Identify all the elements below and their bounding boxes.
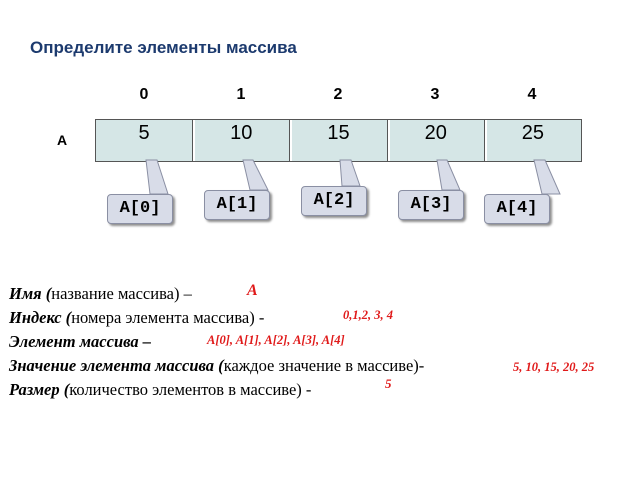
array-value-3: 20: [424, 122, 447, 144]
definition-value-desc: каждое значение в массиве)-: [223, 356, 425, 375]
definition-size-term: Размер (: [9, 380, 70, 399]
definition-value-term: Значение элемента массива (: [9, 356, 224, 375]
element-label-3: A[3]: [398, 190, 464, 220]
array-value-0: 5: [138, 122, 150, 144]
definition-value: [9, 356, 424, 376]
index-label-3: 3: [430, 86, 440, 103]
definition-index-desc: номера элемента массива) -: [71, 308, 265, 327]
definition-element: [9, 332, 151, 352]
answer-value: 5, 10, 15, 20, 25: [513, 360, 595, 374]
index-label-0: 0: [139, 86, 149, 103]
definition-name-term: Имя (: [9, 284, 52, 303]
element-label-4: A[4]: [484, 194, 550, 224]
definition-name: [9, 284, 192, 304]
answer-element: A[0], A[1], A[2], A[3], A[4]: [207, 333, 345, 347]
callout-pointer-2: [340, 160, 360, 186]
definition-name-desc: название массива) –: [51, 284, 192, 303]
definition-index-term: Индекс (: [9, 308, 72, 327]
array-name-label: A: [57, 132, 68, 148]
array-value-1: 10: [230, 122, 253, 144]
callout-pointer-1: [243, 160, 268, 190]
answer-index: 0,1,2, 3, 4: [343, 308, 393, 322]
definition-size: [9, 380, 311, 400]
answer-size: 5: [385, 376, 392, 391]
definition-element-term: Элемент массива –: [9, 332, 152, 351]
page-title: Определите элементы массива: [30, 38, 297, 57]
definition-size-desc: количество элементов в массиве) -: [69, 380, 312, 399]
index-label-2: 2: [333, 86, 343, 103]
callout-pointer-0: [146, 160, 168, 194]
answer-name: A: [247, 282, 258, 299]
callout-pointer-3: [437, 160, 460, 190]
element-label-1: A[1]: [204, 190, 270, 220]
definition-index: [9, 308, 264, 328]
index-label-4: 4: [527, 86, 537, 103]
array-value-2: 15: [327, 122, 350, 144]
array-value-4: 25: [521, 122, 545, 144]
element-label-2: A[2]: [301, 186, 367, 216]
index-label-1: 1: [236, 86, 246, 103]
callout-pointer-4: [534, 160, 560, 194]
element-label-0: A[0]: [107, 194, 173, 224]
